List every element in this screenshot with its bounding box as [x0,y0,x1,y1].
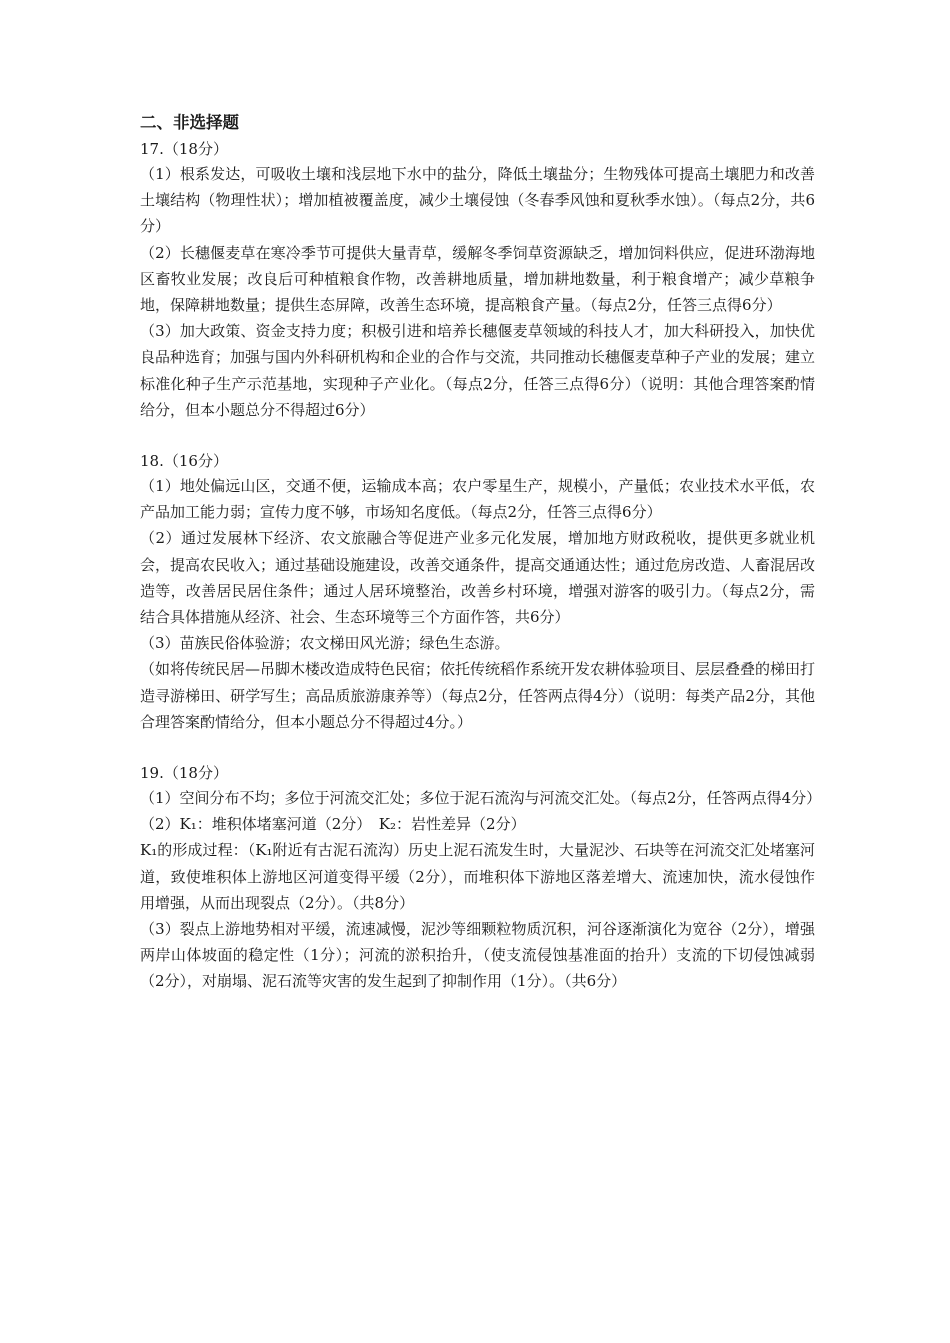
q17-answer-3: （3）加大政策、资金支持力度；积极引进和培养长穗偃麦草领域的科技人才，加大科研投入，加快优良品种选育；加强与国内外科研机构和企业的合作与交流，共同推动长穗偃麦草种子产业的发展；建立标准化种子生产示范基地，实现种子产业化。（每点2分，任答三点得6分）（说明：其他合理答案酌情给分，但本小题总分不得超过6分） [140,322,816,419]
q19-answer-2: （2）K₁：堆积体堵塞河道（2分） K₂：岩性差异（2分） [140,815,526,834]
question-17 [140,137,815,423]
q18-answer-1: （1）地处偏远山区，交通不便，运输成本高；农户零星生产，规模小，产量低；农业技术水平低，农产品加工能力弱；宣传力度不够，市场知名度低。（每点2分，任答三点得6分） [140,477,815,522]
answer-page [140,112,822,995]
question-19 [140,761,822,995]
q17-answer-1: （1）根系发达，可吸收土壤和浅层地下水中的盐分，降低土壤盐分；生物残体可提高土壤肥力和改善土壤结构（物理性状）；增加植被覆盖度，减少土壤侵蚀（冬春季风蚀和夏秋季水蚀）。（每点2分，共6分） [140,165,815,236]
section-title: 二、非选择题 [140,113,239,132]
question-18-header: 18.（16分） [140,452,228,471]
question-18 [140,449,815,735]
question-19-header: 19.（18分） [140,764,228,783]
q19-answer-1: （1）空间分布不均；多位于河流交汇处；多位于泥石流沟与河流交汇处。（每点2分，任答两点得4分） [140,789,822,808]
q18-answer-2: （2）通过发展林下经济、农文旅融合等促进产业多元化发展，增加地方财政税收，提供更多就业机会，提高农民收入；通过基础设施建设，改善交通条件，提高交通通达性；通过危房改造、人畜混居改造等，改善居民居住条件；通过人居环境整治，改善乡村环境，增强对游客的吸引力。（每点2分，需结合具体措施从经济、社会、生态环境等三个方面作答，共6分） [140,529,816,627]
q17-answer-2: （2）长穗偃麦草在寒冷季节可提供大量青草，缓解冬季饲草资源缺乏，增加饲料供应，促进环渤海地区畜牧业发展；改良后可种植粮食作物，改善耕地质量，增加耕地数量，利于粮食增产；减少草粮争地，保障耕地数量；提供生态屏障，改善生态环境，提高粮食产量。（每点2分，任答三点得6分） [140,243,815,315]
q19-answer-3: （3）裂点上游地势相对平缓，流速减慢，泥沙等细颗粒物质沉积，河谷逐渐演化为宽谷（2分），增强两岸山体坡面的稳定性（1分）；河流的淤积抬升，（使支流侵蚀基准面的抬升）支流的下切侵蚀减弱（2分），对崩塌、泥石流等灾害的发生起到了抑制作用（1分）。（共6分） [140,920,815,991]
q19-k1-formation: K₁的形成过程：（K₁附近有古泥石流沟）历史上泥石流发生时，大量泥沙、石块等在河流交汇处堵塞河道，致使堆积体上游地区河道变得平缓（2分），而堆积体下游地区落差增大、流速加快，流水侵蚀作用增强，从而出现裂点（2分）。（共8分） [140,841,815,912]
question-17-header: 17.（18分） [140,140,228,158]
q18-answer-3: （3）苗族民俗体验游；农文梯田风光游；绿色生态游。 [140,634,510,653]
q18-answer-3-examples: （如将传统民居—吊脚木楼改造成特色民宿；依托传统稻作系统开发农耕体验项目、层层叠叠的梯田打造寻游梯田、研学写生；高品质旅游康养等）（每点2分，任答两点得4分）（说明：每类产品2分，其他合理答案酌情给分，但本小题总分不得超过4分。） [140,660,816,731]
